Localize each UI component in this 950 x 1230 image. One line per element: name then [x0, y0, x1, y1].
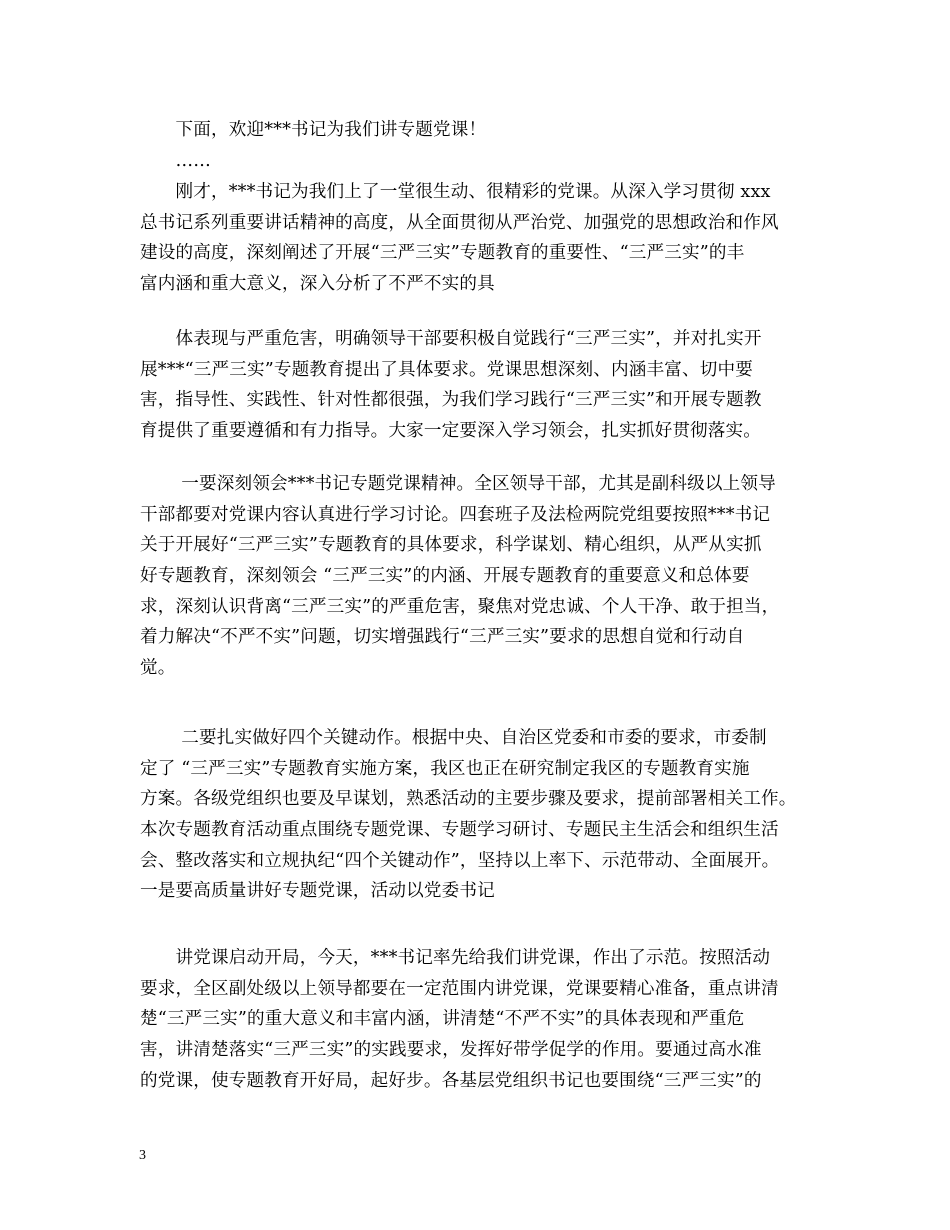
paragraph-5 [140, 943, 826, 1096]
paragraph-1 [140, 177, 826, 300]
text-line: 要求，全区副处级以上领导都要在一定范围内讲党课，党课要精心准备，重点讲清 [140, 978, 779, 999]
text-line: 定了 “三严三实”专题教育实施方案，我区也正在研究制定我区的专题教育实施 [140, 758, 750, 779]
text-line: 育提供了重要遵循和有力指导。大家一定要深入学习领会，扎实抓好贯彻落实。 [140, 421, 762, 442]
text-line: 建设的高度，深刻阐述了开展“三严三实”专题教育的重要性、“三严三实”的丰 [140, 243, 745, 264]
text-line: …… [140, 150, 211, 171]
text-line: 体表现与严重危害，明确领导干部要积极自觉践行“三严三实”，并对扎实开 [140, 329, 762, 349]
paragraph-4 [140, 723, 826, 907]
text-line: 二要扎实做好四个关键动作。根据中央、自治区党委和市委的要求，市委制 [140, 728, 767, 748]
text-line: 方案。各级党组织也要及早谋划，熟悉活动的主要步骤及要求，提前部署相关工作。 [140, 789, 797, 810]
text-line: 干部都要对党课内容认真进行学习讨论。四套班子及法检两院党组要按照***书记 [140, 504, 771, 525]
text-line: 展***“三严三实”专题教育提出了具体要求。党课思想深刻、内涵丰富、切中要 [140, 359, 753, 380]
text-line: 总书记系列重要讲话精神的高度，从全面贯彻从严治党、加强党的思想政治和作风 [140, 212, 779, 233]
text-line: 本次专题教育活动重点围绕专题党课、专题学习研讨、专题民主生活会和组织生活 [140, 820, 779, 841]
text-line: 的党课，使专题教育开好局，起好步。各基层党组织书记也要围绕“三严三实”的 [140, 1070, 762, 1091]
text-line: 下面，欢迎***书记为我们讲专题党课！ [140, 120, 487, 140]
text-line: 觉。 [140, 658, 176, 679]
text-line: 富内涵和重大意义，深入分析了不严不实的具 [140, 274, 495, 295]
text-line: 着力解决“不严不实”问题，切实增强践行“三严三实”要求的思想自觉和行动自 [140, 627, 745, 648]
text-line: 求，深刻认识背离“三严三实”的严重危害，聚焦对党忠诚、个人干净、敢于担当， [140, 596, 780, 617]
text-line: 害，指导性、实践性、针对性都很强，为我们学习践行“三严三实”和开展专题教 [140, 390, 762, 411]
text-line: 会、整改落实和立规执纪“四个关键动作”，坚持以上率下、示范带动、全面展开。 [140, 850, 780, 871]
intro-lines [140, 115, 826, 176]
text-line: 刚才，***书记为我们上了一堂很生动、很精彩的党课。从深入学习贯彻 xxx [140, 182, 771, 202]
text-line: 一要深刻领会***书记专题党课精神。全区领导干部，尤其是副科级以上领导 [140, 474, 776, 494]
paragraph-2 [140, 324, 826, 447]
text-line: 关于开展好“三严三实”专题教育的具体要求，科学谋划、精心组织，从严从实抓 [140, 535, 762, 556]
text-line: 楚“三严三实”的重大意义和丰富内涵，讲清楚“不严不实”的具体表现和严重危 [140, 1009, 745, 1030]
text-line: 一是要高质量讲好专题党课，活动以党委书记 [140, 881, 495, 902]
text-line: 讲党课启动开局，今天，***书记率先给我们讲党课，作出了示范。按照活动 [140, 948, 771, 968]
text-line: 好专题教育，深刻领会 “三严三实”的内涵、开展专题教育的重要意义和总体要 [140, 566, 750, 587]
text-line: 害，讲清楚落实“三严三实”的实践要求，发挥好带学促学的作用。要通过高水准 [140, 1040, 762, 1061]
page-number: 3 [139, 1148, 146, 1163]
paragraph-3 [140, 469, 826, 684]
